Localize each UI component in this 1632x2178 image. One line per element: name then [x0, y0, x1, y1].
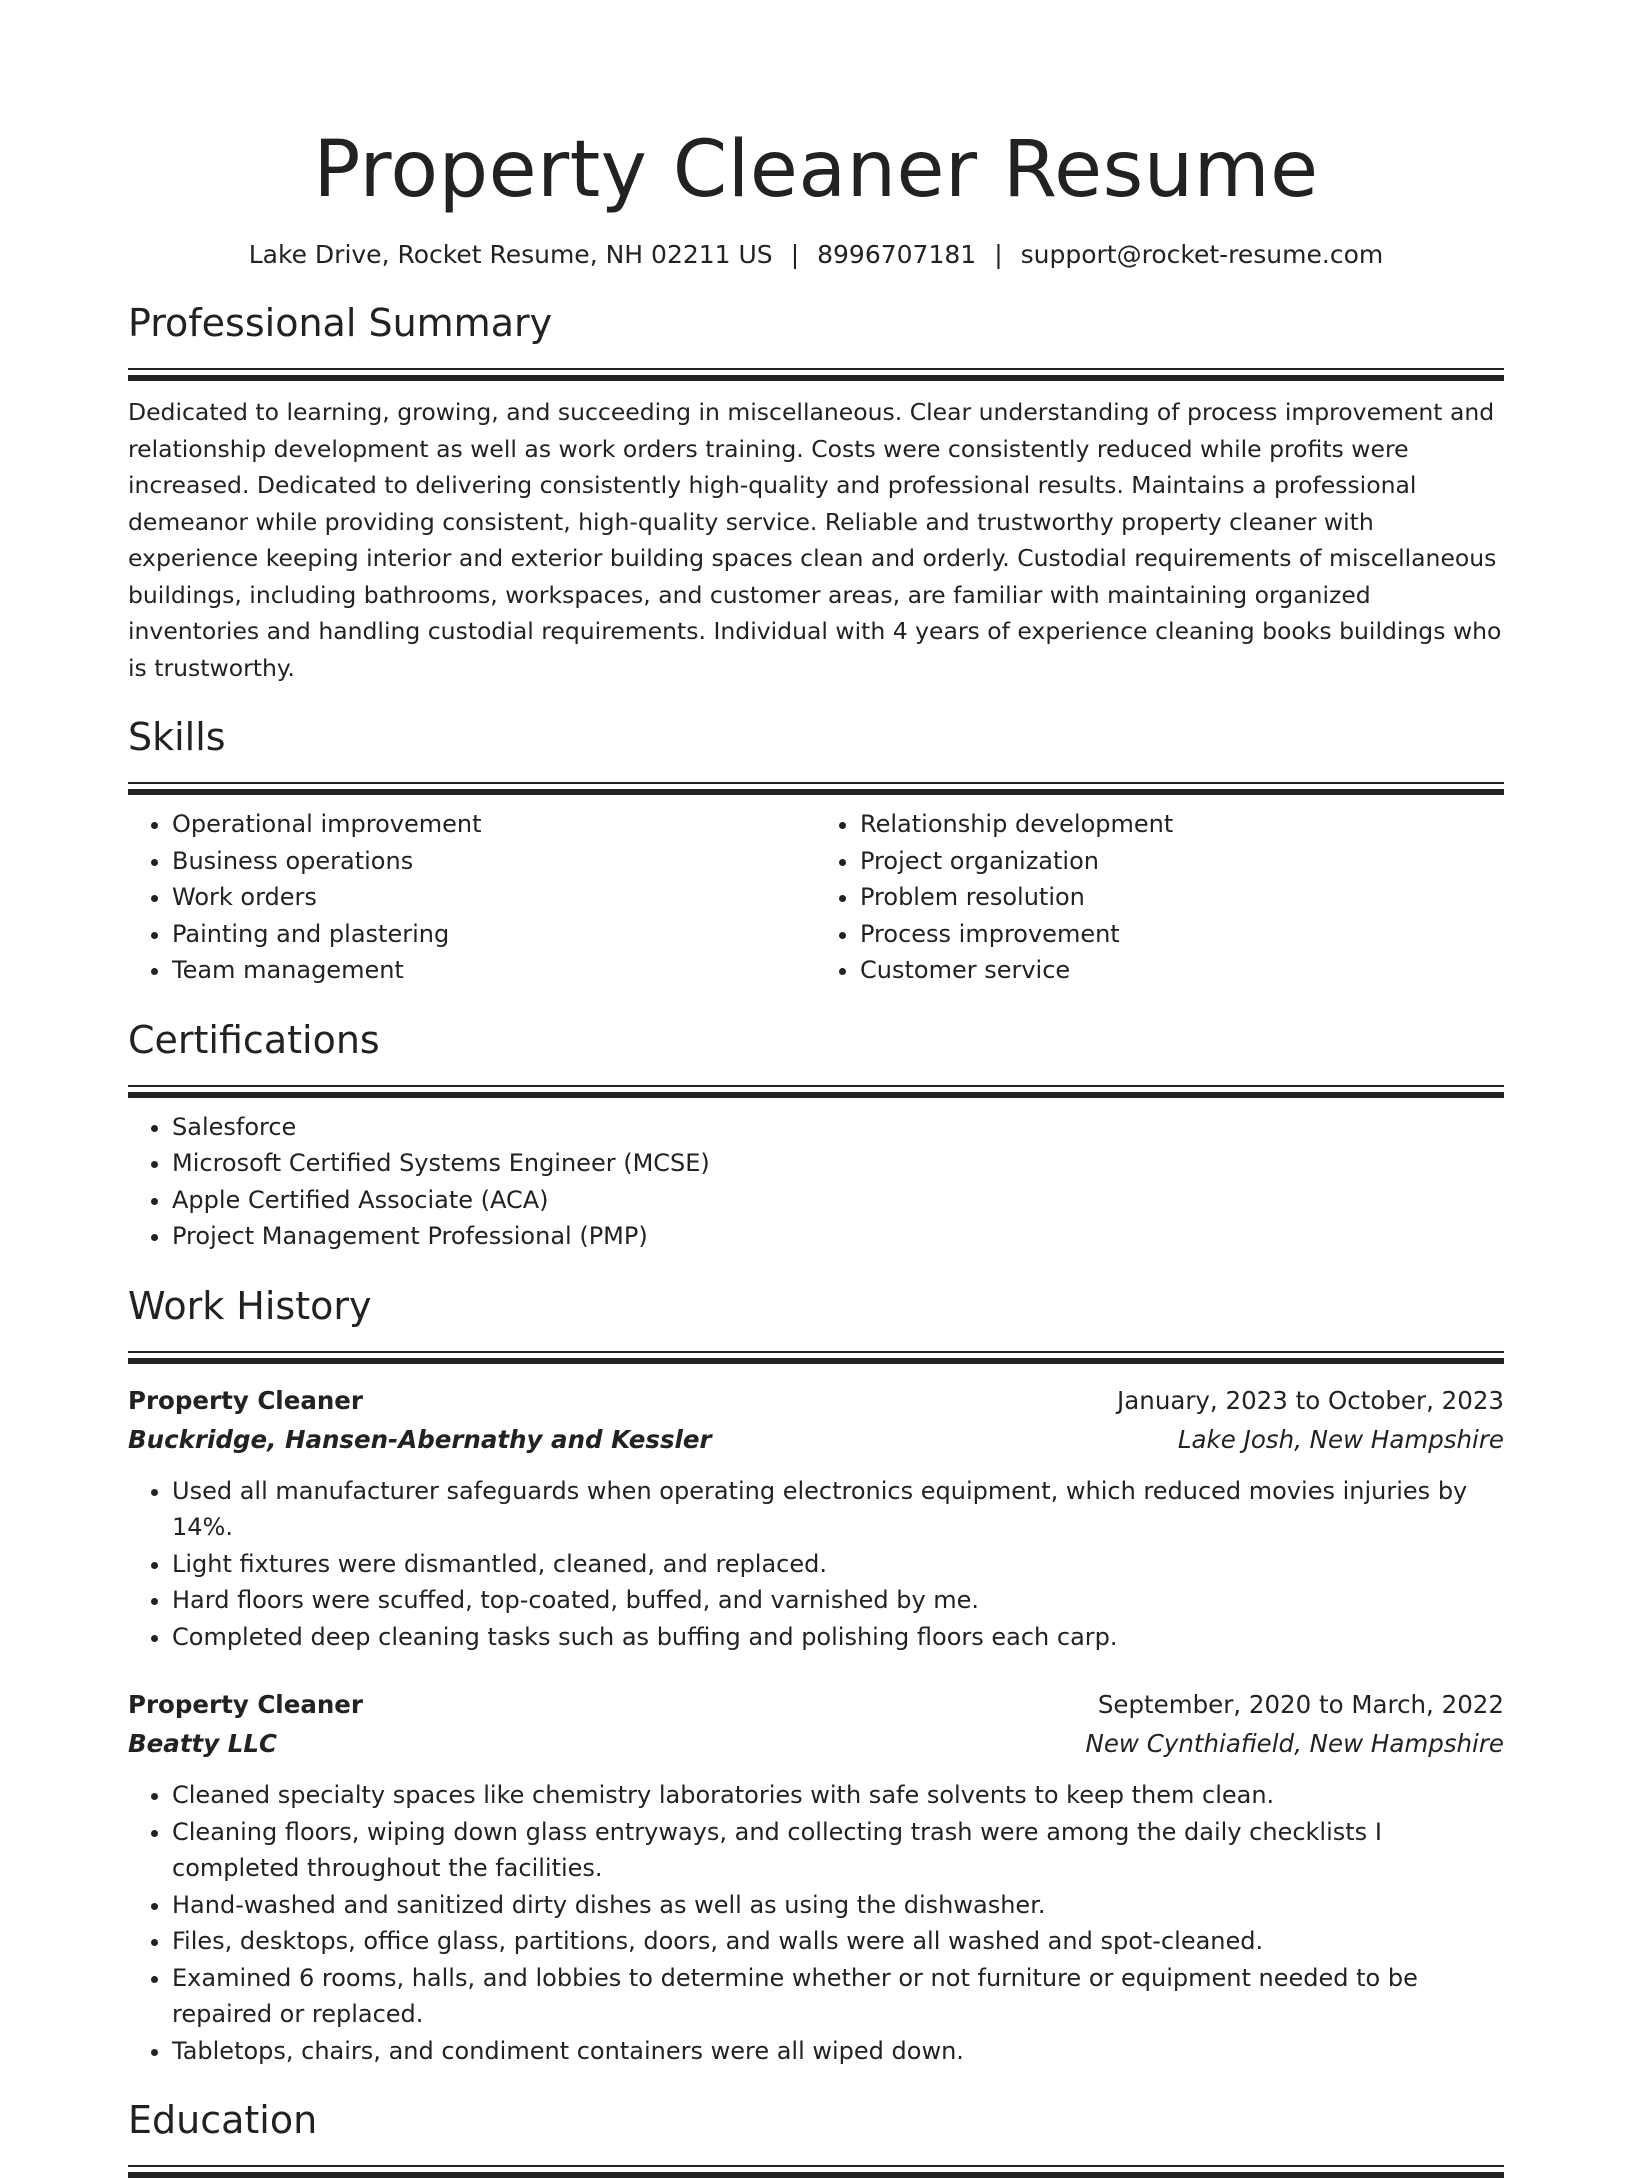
job-duty: • Hand-washed and sanitized dirty dishes as well as using the dishwasher. [172, 1887, 1504, 1924]
skills-section [128, 712, 1504, 989]
job-title: Property Cleaner [128, 1385, 363, 1415]
skill-item: • Process improvement [860, 916, 1504, 953]
job-duties-list [128, 1473, 1504, 1656]
work-history-section [128, 1281, 1504, 2070]
job-duties-list [128, 1777, 1504, 2069]
job-entry [128, 1685, 1504, 2069]
section-divider [128, 368, 1504, 380]
job-duty: • Used all manufacturer safeguards when operating electronics equipment, which reduced movies injuries by 14%. [172, 1473, 1504, 1546]
skill-item: • Project organization [860, 843, 1504, 880]
skill-item: • Team management [172, 952, 816, 989]
skill-item: • Problem resolution [860, 879, 1504, 916]
section-heading-skills: Skills [128, 715, 226, 759]
resume-title: Property Cleaner Resume [313, 125, 1319, 215]
job-company: Buckridge, Hansen-Abernathy and Kessler [128, 1424, 712, 1454]
certification-item: • Salesforce [172, 1109, 1504, 1146]
section-heading-certifications: Certifications [128, 1017, 380, 1062]
contact-separator: | [790, 240, 800, 269]
job-dates: September, 2020 to March, 2022 [1097, 1690, 1504, 1719]
job-dates: January, 2023 to October, 2023 [1117, 1385, 1504, 1415]
skill-item: • Relationship development [860, 806, 1504, 843]
job-header-row [128, 1685, 1504, 1724]
section-divider [128, 782, 1504, 794]
education-section [128, 2095, 1504, 2177]
skill-item: • Painting and plastering [172, 916, 816, 953]
job-company: Beatty LLC [128, 1729, 277, 1758]
contact-separator: | [994, 240, 1003, 269]
skill-item: • Business operations [172, 843, 816, 880]
contact-email: support@rocket-resume.com [1020, 240, 1384, 269]
skills-list-right [816, 806, 1504, 989]
section-divider [128, 2165, 1504, 2177]
certifications-section [128, 1015, 1504, 1255]
section-heading-work-history: Work History [128, 1283, 372, 1328]
section-divider [128, 1085, 1504, 1097]
section-divider [128, 1351, 1504, 1363]
job-duty: • Cleaning floors, wiping down glass entryways, and collecting trash were among the daily checklists I completed throughout the facilities. [172, 1814, 1504, 1887]
skills-list-left [128, 806, 816, 989]
job-location: Lake Josh, New Hampshire [1177, 1424, 1504, 1454]
summary-text: Dedicated to learning, growing, and succeeding in miscellaneous. Clear understanding of process improvement and relationship development as well as work orders training. Costs were consistently reduced while profits were increased. Dedicated to delivering consistently high-quality and professional results. Maintains a professional demeanor while providing consistent, high-quality service. Reliable and trustworthy property cleaner with experience keeping interior and exterior building spaces clean and orderly. Custodial requirements of miscellaneous buildings, including bathrooms, workspaces, and customer areas, are familiar with maintaining organized inventories and handling custodial requirements. Individual with 4 years of experience cleaning books buildings who is trustworthy. [128, 398, 1502, 682]
job-duty: • Examined 6 rooms, halls, and lobbies to determine whether or not furniture or equipment needed to be repaired or replaced. [172, 1960, 1504, 2033]
skill-item: • Customer service [860, 952, 1504, 989]
job-title: Property Cleaner [128, 1690, 363, 1719]
contact-line [128, 238, 1504, 272]
contact-address: Lake Drive, Rocket Resume, NH 02211 US [248, 240, 773, 269]
skill-item: • Work orders [172, 879, 816, 916]
job-location: New Cynthiafield, New Hampshire [1085, 1729, 1504, 1758]
skill-item: • Operational improvement [172, 806, 816, 843]
job-header-row [128, 1381, 1504, 1420]
job-duty: • Light fixtures were dismantled, cleaned, and replaced. [172, 1546, 1504, 1583]
job-duty: • Cleaned specialty spaces like chemistry laboratories with safe solvents to keep them clean. [172, 1777, 1504, 1814]
job-subheader-row [128, 1724, 1504, 1763]
certification-item: • Microsoft Certified Systems Engineer (MCSE) [172, 1145, 1504, 1182]
contact-phone: 8996707181 [817, 240, 977, 269]
job-duty: • Completed deep cleaning tasks such as buffing and polishing floors each carp. [172, 1619, 1504, 1656]
job-duty: • Tabletops, chairs, and condiment containers were all wiped down. [172, 2033, 1504, 2070]
resume-page [128, 0, 1504, 2177]
section-heading-education: Education [128, 2098, 318, 2142]
certification-item: • Apple Certified Associate (ACA) [172, 1182, 1504, 1219]
certification-item: • Project Management Professional (PMP) [172, 1218, 1504, 1255]
job-duty: • Files, desktops, office glass, partitions, doors, and walls were all washed and spot-cleaned. [172, 1923, 1504, 1960]
skills-grid [128, 794, 1504, 989]
summary-section [128, 298, 1504, 686]
certifications-list [128, 1109, 1504, 1255]
job-duty: • Hard floors were scuffed, top-coated, buffed, and varnished by me. [172, 1582, 1504, 1619]
job-subheader-row [128, 1420, 1504, 1459]
job-entry [128, 1381, 1504, 1656]
section-heading-summary: Professional Summary [128, 301, 553, 345]
